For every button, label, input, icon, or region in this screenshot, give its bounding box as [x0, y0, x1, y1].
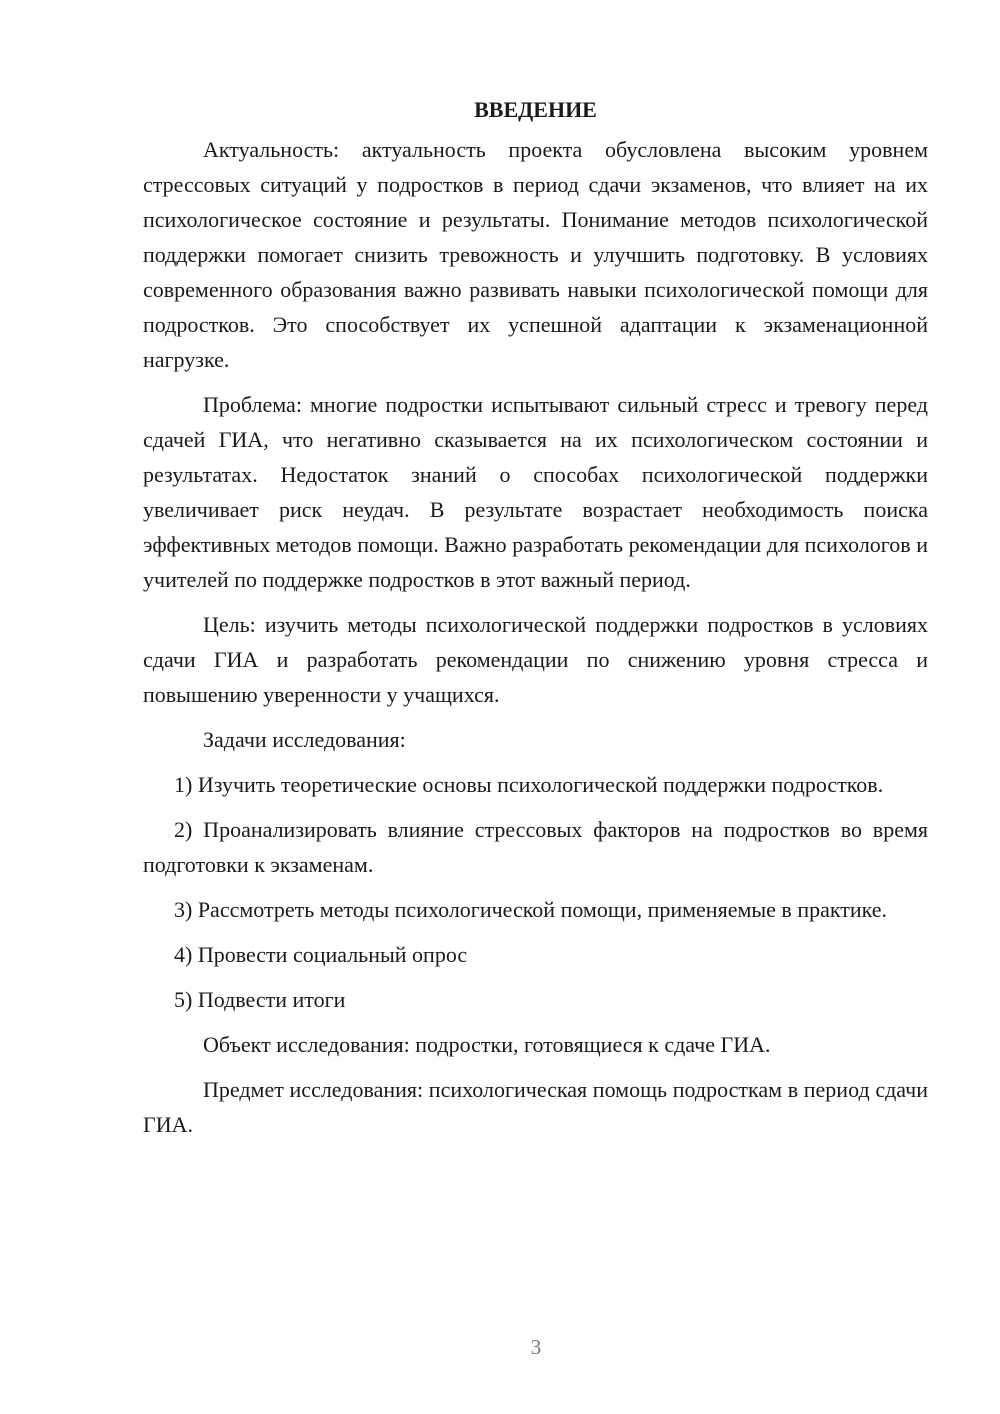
task-item-1: 1) Изучить теоретические основы психологической поддержки подростков.	[174, 772, 884, 797]
object-paragraph: Объект исследования: подростки, готовящиеся к сдаче ГИА.	[203, 1032, 771, 1057]
page-number: 3	[530, 1335, 542, 1359]
task-item-2: 2) Проанализировать влияние стрессовых факторов на подростков во время подготовки к экзаменам.	[143, 817, 928, 877]
task-item-4: 4) Провести социальный опрос	[174, 942, 468, 967]
section-heading: ВВЕДЕНИЕ	[474, 97, 597, 122]
relevance-paragraph: Актуальность: актуальность проекта обусловлена высоким уровнем стрессовых ситуаций у подростков в период сдачи экзаменов, что влияет на их психологическое состояние и результаты. Понимание методов психологической поддержки помогает снизить тревожность и улучшить подготовку. В условиях современного образования важно развивать навыки психологической помощи для подростков. Это способствует их успешной адаптации к экзаменационной нагрузке.	[143, 137, 928, 372]
task-item-5: 5) Подвести итоги	[174, 987, 346, 1012]
goal-paragraph: Цель: изучить методы психологической поддержки подростков в условиях сдачи ГИА и разработать рекомендации по снижению уровня стресса и повышению уверенности у учащихся.	[143, 612, 928, 707]
problem-paragraph: Проблема: многие подростки испытывают сильный стресс и тревогу перед сдачей ГИА, что негативно сказывается на их психологическом состоянии и результатах. Недостаток знаний о способах психологической поддержки увеличивает риск неудач. В результате возрастает необходимость поиска эффективных методов помощи. Важно разработать рекомендации для психологов и учителей по поддержке подростков в этот важный период.	[143, 392, 928, 592]
subject-paragraph: Предмет исследования: психологическая помощь подросткам в период сдачи ГИА.	[143, 1077, 928, 1137]
tasks-label: Задачи исследования:	[203, 727, 406, 752]
page-content	[143, 95, 928, 1152]
task-item-3: 3) Рассмотреть методы психологической помощи, применяемые в практике.	[174, 897, 888, 922]
